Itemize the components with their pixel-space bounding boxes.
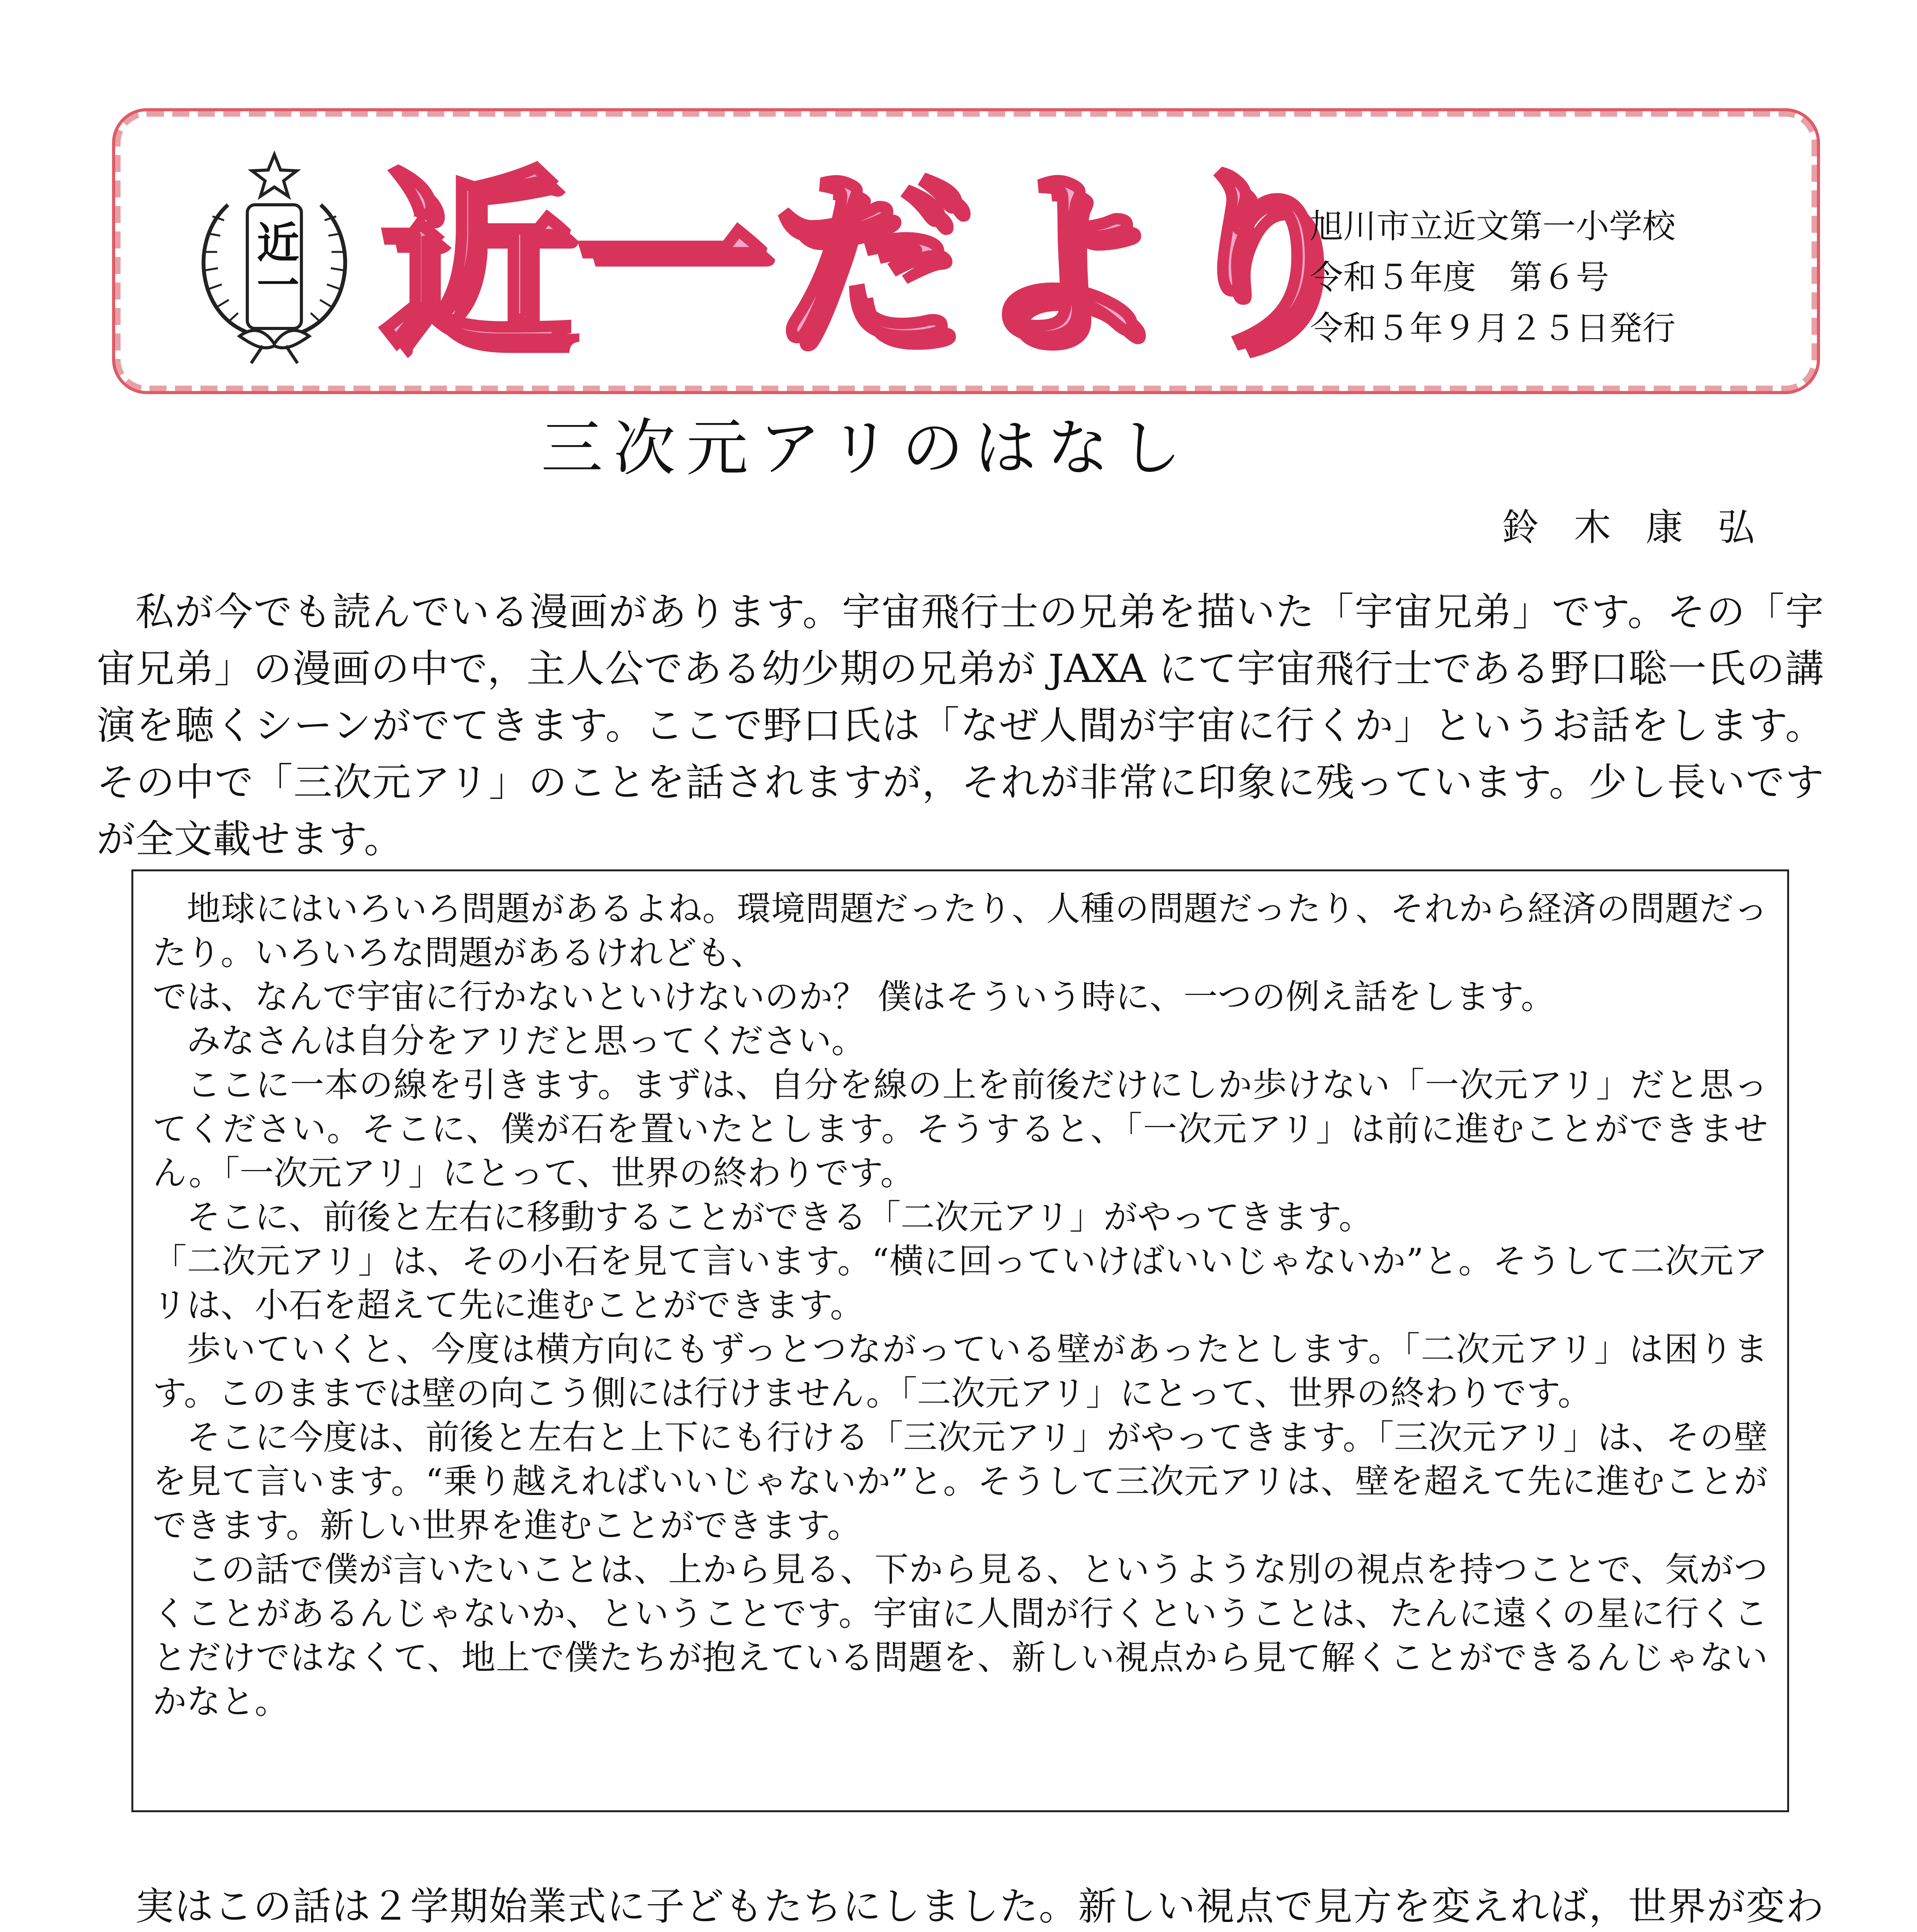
quote-paragraph: では、なんで宇宙に行かないといけないのか？ 僕はそういう時に、一つの例え話をします。 — [153, 977, 1555, 1017]
masthead-title: 近一だより — [379, 150, 1364, 375]
quote-paragraph: この話で僕が言いたいことは、上から見る、下から見る、というような別の視点を持つことで、気がつくことがあるんじゃないか、ということです。宇宙に人間が行くということは、たんに遠くの星に行くことだけではなくて、地上で僕たちが抱えている問題を、新しい視点から見て解くことができるんじゃないかなと。 — [153, 1549, 1768, 1721]
school-emblem-icon — [182, 151, 367, 367]
author-name: 鈴木康弘 — [1502, 506, 1789, 549]
quote-paragraph: 歩いていくと、今度は横方向にもずっとつながっている壁があったとします。「二次元アリ」は困ります。このままでは壁の向こう側には行けません。「二次元アリ」にとって、世界の終わりです。 — [153, 1329, 1768, 1413]
quote-paragraph: 「二次元アリ」は、その小石を見て言います。“横に回っていけばいいじゃないか”と。そうして二次元アリは、小石を超えて先に進むことができます。 — [153, 1241, 1768, 1325]
quote-paragraph: そこに今度は、前後と左右と上下にも行ける「三次元アリ」がやってきます。「三次元アリ」は、その壁を見て言います。“乗り越えればいいじゃないか”と。そうして三次元アリは、壁を超えて先に進むことができます。新しい世界を進むことができます。 — [153, 1417, 1768, 1545]
quote-box — [131, 869, 1789, 1812]
quote-paragraph: ここに一本の線を引きます。まずは、自分を線の上を前後だけにしか歩けない「一次元アリ」だと思ってください。そこに、僕が石を置いたとします。そうすると、「一次元アリ」は前に進むことができません。「一次元アリ」にとって、世界の終わりです。 — [153, 1065, 1768, 1193]
article-title: 三次元アリのはなし — [541, 412, 1192, 484]
quote-paragraph: 地球にはいろいろ問題があるよね。環境問題だったり、人種の問題だったり、それから経済の問題だったり。いろいろな問題があるけれども、 — [153, 889, 1768, 973]
publish-date: 令和５年９月２５日発行 — [1310, 309, 1675, 348]
quote-paragraph: みなさんは自分をアリだと思ってください。 — [187, 1021, 866, 1061]
quote-paragraph: そこに、前後と左右に移動することができる「二次元アリ」がやってきます。 — [187, 1197, 1373, 1237]
intro-paragraph: 私が今でも読んでいる漫画があります。宇宙飛行士の兄弟を描いた「宇宙兄弟」です。その「宇宙兄弟」の漫画の中で，主人公である幼少期の兄弟が JAXA にて宇宙飛行士である野口聡一氏の講演を聴くシーンがでてきます。ここで野口氏は「なぜ人間が宇宙に行くか」というお話をします。その中で「三次元アリ」のことを話されますが，それが非常に印象に残っています。少し長いですが全文載せます。 — [97, 589, 1824, 862]
issue-number: 令和５年度 第６号 — [1310, 258, 1609, 297]
school-name: 旭川市立近文第一小学校 — [1310, 207, 1675, 246]
school-info — [1310, 201, 1797, 354]
closing-paragraph: 実はこの話は２学期始業式に子どもたちにしました。新しい視点で見方を変えれば，世界が変わ — [135, 1884, 1824, 1929]
emblem-text: 近一 — [250, 220, 298, 305]
